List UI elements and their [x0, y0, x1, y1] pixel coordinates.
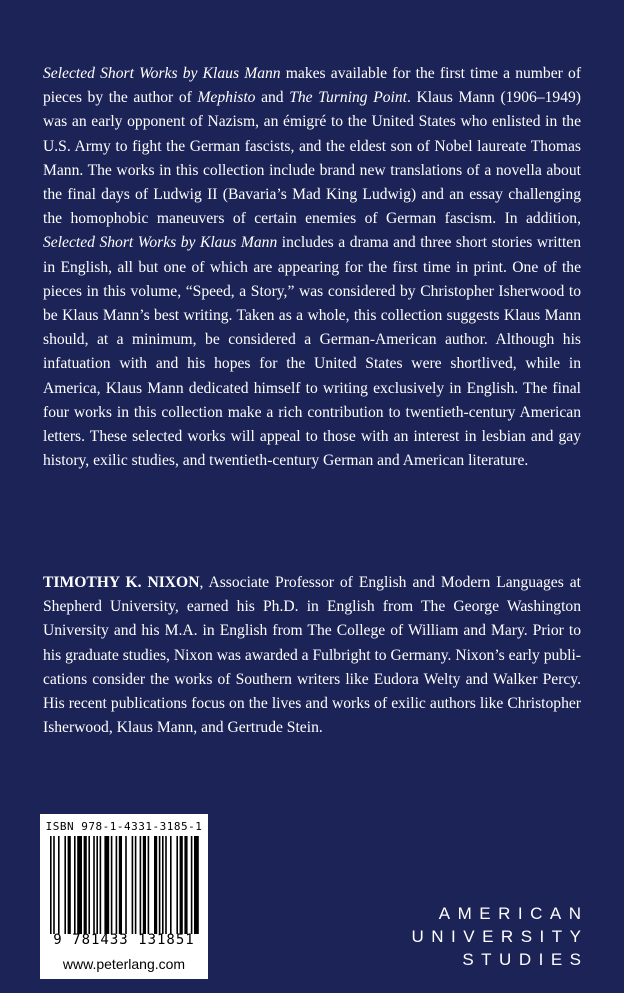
author-bio-text: , Associate Professor of English and Modern Languages at Shepherd University, earned his Ph.D. in English from The George Washington University and his M.A. in English from The College of William and Mary. Prior to his graduate studies, Nixon was awarded a Fulbright to Germany. Nixon’s early publications consider the works of Southern writers like Eudora Welty and Walker Percy. His recent publications focus on the lives and works of exilic authors like Christopher Isherwood, Klaus Mann, and Gertrude Stein. — [43, 574, 581, 737]
work-title-italic: Mephisto — [197, 89, 256, 107]
description-text: includes a drama and three short stories written in English, all but one of which are appearing for the first time in print. One of the pieces in this volume, “Speed, a Story,” was considered by Christopher Isherwood to be Klaus Mann’s best writing. Taken as a whole, this collection suggests Klaus Mann should, at a minimum, be considered a German-American author. Although his infatuation with and his hopes for the United States were shortlived, while in America, Klaus Mann dedicated himself to writing exclusively in English. The final four works in this collection make a rich contribution to twentieth-century American letters. These selected works will appeal to those with an interest in lesbian and gay history, exilic studies, and twentieth-century German and American literature. — [43, 234, 581, 470]
work-title-italic: The Turning Point — [289, 89, 407, 107]
series-line: UNIVERSITY — [411, 927, 589, 946]
book-description — [43, 62, 581, 473]
author-name: TIMOTHY K. NIXON — [43, 574, 200, 591]
publisher-url: www.peterlang.com — [62, 956, 186, 972]
book-title-italic: Selected Short Works by Klaus Mann — [43, 234, 278, 252]
isbn-barcode-block — [40, 814, 208, 979]
description-text: makes available for the first time a number of pieces by the author of — [43, 65, 582, 107]
description-text: and — [255, 89, 290, 107]
barcode-icon — [48, 836, 200, 934]
author-bio — [43, 571, 581, 740]
series-line: AMERICAN — [438, 904, 589, 923]
isbn-label: ISBN 978-1-4331-3185-1 — [45, 820, 203, 833]
series-line: STUDIES — [462, 950, 589, 969]
series-name — [411, 902, 589, 971]
book-title-italic: Selected Short Works by Klaus Mann — [43, 65, 281, 82]
description-text: . Klaus Mann (1906–1949) was an early opponent of Nazism, an émigré to the United States who enlisted in the U.S. Army to fight the German fascists, and the eldest son of Nobel laureate Thomas Mann. The works in this collection include brand new translations of a novella about the final days of Ludwig II (Bavaria’s Mad King Ludwig) and an essay challenging the homophobic maneuvers of certain enemies of German fascism. In addition, — [43, 89, 581, 228]
barcode-digits: 9 781433 131851 — [53, 932, 195, 948]
